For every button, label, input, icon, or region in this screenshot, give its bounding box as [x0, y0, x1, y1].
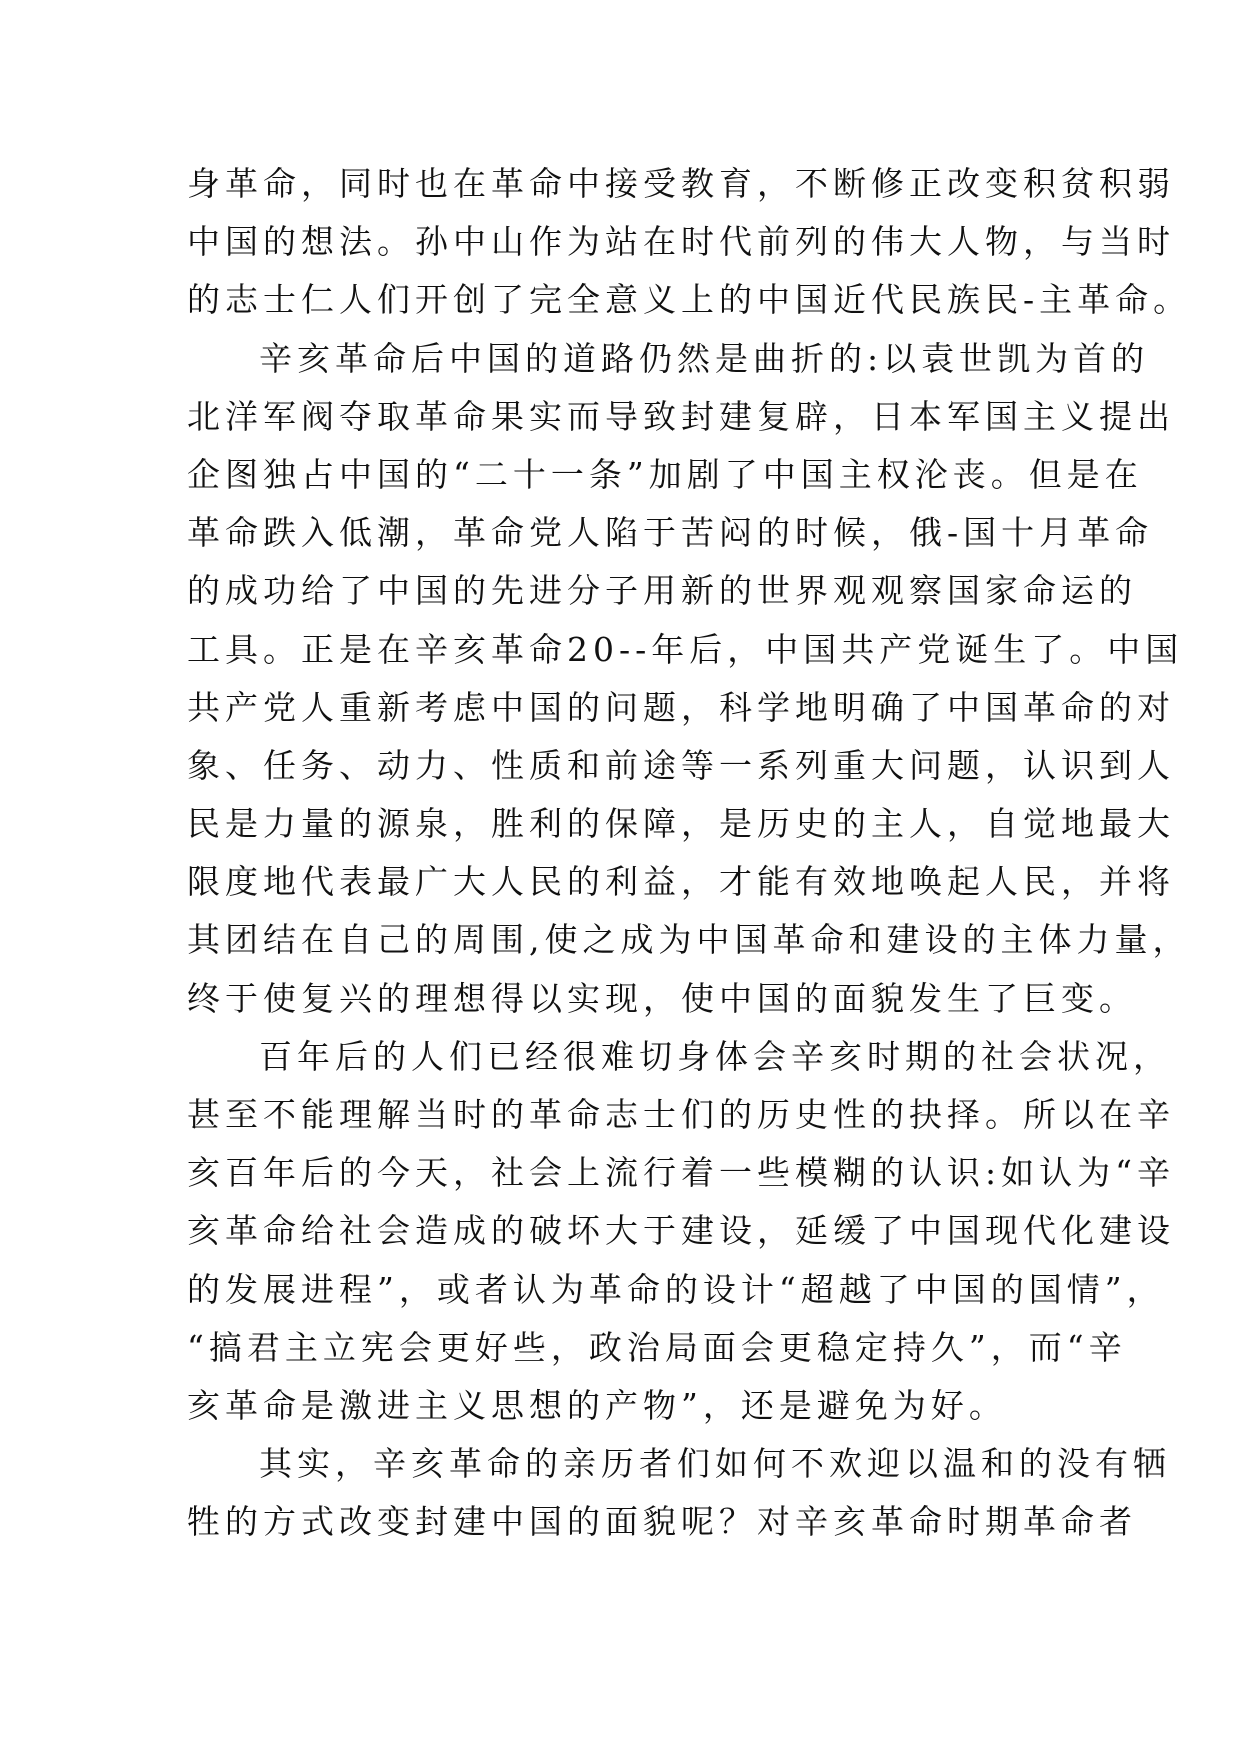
text-line: 辛亥革命后中国的道路仍然是曲折的:以袁世凯为首的	[259, 338, 1150, 378]
text-line: 甚至不能理解当时的革命志士们的历史性的抉择。所以在辛	[187, 1095, 1175, 1134]
text-line: 终于使复兴的理想得以实现，使中国的面貌发生了巨变。	[187, 978, 1137, 1018]
text-line: 牲的方式改变封建中国的面貌呢？对辛亥革命时期革命者	[187, 1502, 1137, 1542]
text-line: 民是力量的源泉，胜利的保障，是历史的主人，自觉地最大	[187, 804, 1175, 844]
text-line: 的发展进程”，或者认为革命的设计“超越了中国的国情”，	[187, 1269, 1165, 1309]
text-line: 亥百年后的今天，社会上流行着一些模糊的认识:如认为“辛	[187, 1153, 1175, 1193]
document-body	[187, 155, 1192, 1552]
text-line: 的志士仁人们开创了完全意义上的中国近代民族民-主革命。	[187, 280, 1192, 320]
text-line: “搞君主立宪会更好些，政治局面会更稳定持久”，而“辛	[187, 1327, 1127, 1367]
text-line: 革命跌入低潮，革命党人陷于苦闷的时候，俄-国十月革命	[187, 513, 1154, 553]
text-line: 身革命，同时也在革命中接受教育，不断修正改变积贫积弱	[187, 164, 1175, 203]
text-line: 其实，辛亥革命的亲历者们如何不欢迎以温和的没有牺	[259, 1444, 1171, 1484]
text-line: 限度地代表最广大人民的利益，才能有效地唤起人民，并将	[187, 862, 1175, 902]
text-line: 亥革命给社会造成的破坏大于建设，延缓了中国现代化建设	[187, 1211, 1175, 1251]
text-line: 共产党人重新考虑中国的问题，科学地明确了中国革命的对	[187, 687, 1175, 727]
text-line: 中国的想法。孙中山作为站在时代前列的伟大人物，与当时	[187, 222, 1175, 262]
text-line: 的成功给了中国的先进分子用新的世界观观察国家命运的	[187, 571, 1137, 611]
text-line: 象、任务、动力、性质和前途等一系列重大问题，认识到人	[187, 745, 1175, 785]
text-line: 北洋军阀夺取革命果实而导致封建复辟，日本军国主义提出	[187, 396, 1175, 436]
text-line: 工具。正是在辛亥革命20--年后，中国共产党诞生了。中国	[187, 629, 1184, 669]
text-line: 百年后的人们已经很难切身体会辛亥时期的社会状况，	[259, 1036, 1171, 1076]
text-line: 亥革命是激进主义思想的产物”，还是避免为好。	[187, 1385, 1007, 1425]
text-line: 其团结在自己的周围,使之成为中国革命和建设的主体力量，	[187, 920, 1191, 960]
text-line: 企图独占中国的“二十一条”加剧了中国主权沦丧。但是在	[187, 454, 1143, 494]
